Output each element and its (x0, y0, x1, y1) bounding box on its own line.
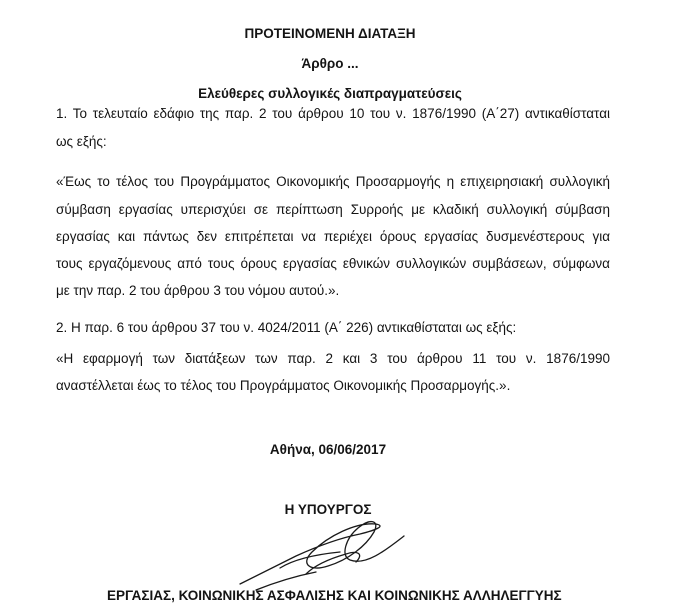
document-heading: ΠΡΟΤΕΙΝΟΜΕΝΗ ΔΙΑΤΑΞΗ (244, 26, 416, 41)
document-date: Αθήνα, 06/06/2017 (269, 442, 387, 457)
ministry-name: ΕΡΓΑΣΙΑΣ, ΚΟΙΝΩΝΙΚΗΣ ΑΣΦΑΛΙΣΗΣ ΚΑΙ ΚΟΙΝΩΝΙΚΗΣ ΑΛΛΗΛΕΓΓΥΗΣ (107, 588, 562, 603)
handwritten-signature (236, 510, 416, 598)
quote-2-line-2: αναστέλλεται έως το τέλος του Προγράμματος Οικονομικής Προσαρμογής.». (56, 378, 511, 393)
paragraph-2-line-1: 2. Η παρ. 6 του άρθρου 37 του ν. 4024/2011 (Α΄ 226) αντικαθίσταται ως εξής: (56, 320, 517, 335)
quote-1-line-1: «Έως το τέλος του Προγράμματος Οικονομικής Προσαρμογής η επιχειρησιακή συλλογική (56, 174, 610, 189)
article-number: Άρθρο ... (301, 56, 359, 71)
quote-1-line-3: εργασίας και πάντως δεν επιτρέπεται να περιέχει όρους εργασίας δυσμενέστερους για (56, 229, 610, 244)
paragraph-1-line-1: 1. Το τελευταίο εδάφιο της παρ. 2 του άρθρου 10 του ν. 1876/1990 (Α΄27) αντικαθίσταται (56, 106, 610, 121)
paragraph-1-line-2: ως εξής: (56, 134, 107, 149)
signatory-title: Η ΥΠΟΥΡΓΟΣ (284, 502, 372, 517)
quote-1-line-2: σύμβαση εργασίας υπερισχύει σε περίπτωση Συρροής με κλαδική συλλογική σύμβαση (56, 202, 610, 217)
quote-1-line-5: με την παρ. 2 του άρθρου 3 του νόμου αυτού.». (56, 283, 340, 298)
article-subject: Ελεύθερες συλλογικές διαπραγματεύσεις (198, 86, 462, 101)
quote-2-line-1: «Η εφαρμογή των διατάξεων των παρ. 2 και 3 του άρθρου 11 του ν. 1876/1990 (56, 351, 610, 366)
quote-1-line-4: τους εργαζόμενους από τους όρους εργασίας εθνικών συλλογικών συμβάσεων, σύμφωνα (56, 256, 610, 271)
